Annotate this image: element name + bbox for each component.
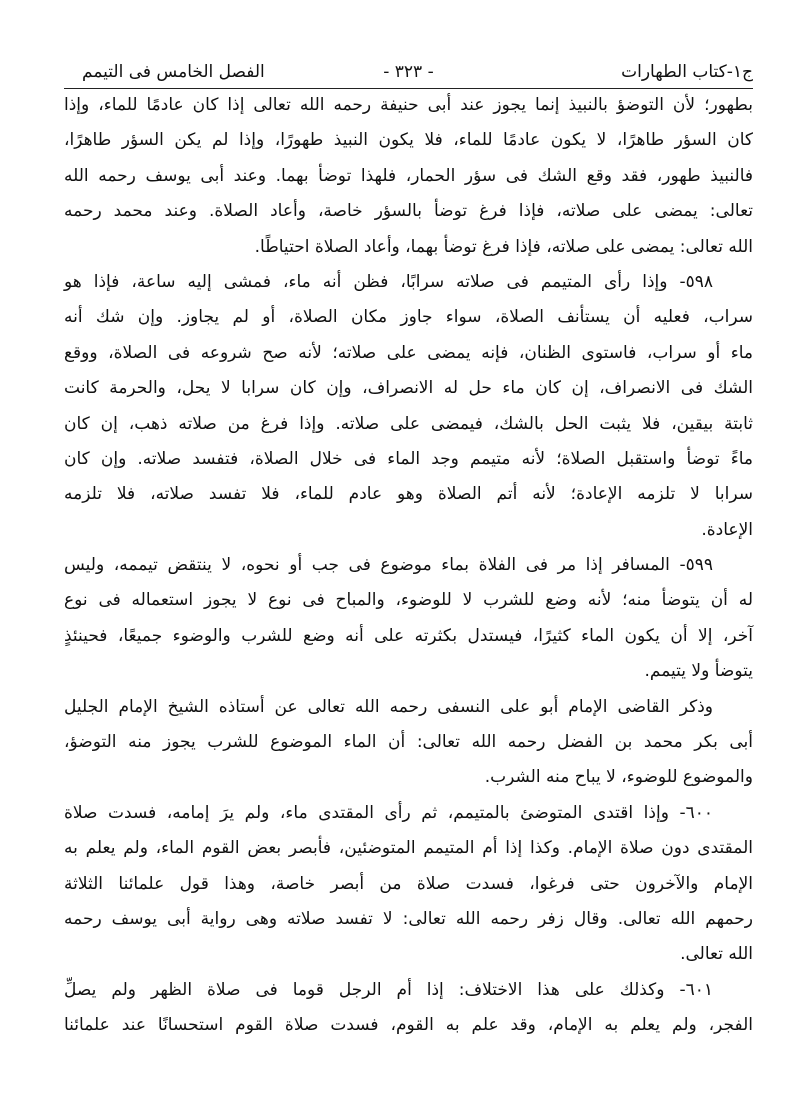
text-line: المقتدى دون صلاة الإمام. وكذا إذا أم المتيمم المتوضئين، فأبصر بعض القوم الماء، ولم يعلم به [64,838,753,859]
paragraph-start-line: وذكر القاضى الإمام أبو على النسفى رحمه الله تعالى عن أستاذه الشيخ الإمام الجليل [64,696,713,717]
paragraph-start-line: ٥٩٨- وإذا رأى المتيمم فى صلاته سرابًا، فظن أنه ماء، فمشى إليه ساعة، فإذا هو [64,271,713,292]
page-number: - ٣٢٣ - [383,62,434,82]
text-line: بطهور؛ لأن التوضؤ بالنبيذ إنما يجوز عند أبى حنيفة رحمه الله تعالى إذا كان عادمًا للماء، وإذا [64,95,753,115]
running-header [64,62,753,89]
text-line: كان السؤر طاهرًا، لا يكون عادمًا للماء، فلا يكون النبيذ طهورًا، وإذا لم يكن السؤر طاهرًا، [64,130,753,151]
text-line: سرابا لا تلزمه الإعادة؛ لأنه أتم الصلاة وهو عادم للماء، فلا تفسد صلاته، فلا تلزمه [64,484,753,505]
text-line: والموضوع للوضوء، لا يباح منه الشرب. [484,767,753,788]
text-line: يتوضأ ولا يتيمم. [644,661,753,682]
body-text [64,88,753,1044]
text-line: الفجر، ولم يعلم به الإمام، وقد علم به القوم، فسدت صلاة القوم استحسانًا عند علمائنا [64,1015,753,1036]
text-line: الإعادة. [701,519,753,540]
text-line: أبى بكر محمد بن الفضل رحمه الله تعالى: أن الماء الموضوع للشرب يجوز منه التوضؤ، [64,732,753,753]
text-line: فالنبيذ طهور، فقد وقع الشك فى سؤر الحمار، فلهذا توضأ بهما. وعند أبى يوسف رحمه الله [64,165,753,186]
text-line: سراب، فعليه أن يستأنف الصلاة، سواء جاوز مكان الصلاة، أو لم يجاوز. وإن شك أنه [64,307,753,328]
text-line: رحمهم الله تعالى. وقال زفر رحمه الله تعالى: لا تفسد صلاته وهى رواية أبى يوسف رحمه [64,908,753,929]
text-line: ماءً توضأ واستقبل الصلاة؛ لأنه متيمم وجد الماء فى خلال الصلاة، فتفسد صلاته. وإن كان [64,448,753,469]
text-line: آخر، إلا أن يكون الماء كثيرًا، فيستدل بكثرته على أنه وضع للشرب والوضوء جميعًا، فحينئذٍ [64,625,753,646]
text-line: تعالى: يمضى على صلاته، فإذا فرغ توضأ بالسؤر خاصة، وأعاد الصلاة. وعند محمد رحمه [64,201,753,222]
text-line: الإمام والآخرون حتى فرغوا، فسدت صلاة من أبصر خاصة، وهذا قول علمائنا الثلاثة [64,873,753,894]
text-line: الله تعالى: يمضى على صلاته، فإذا فرغ توضأ بهما، وأعاد الصلاة احتياطًا. [254,236,753,257]
text-line: الله تعالى. [680,944,753,965]
text-line: ماء أو سراب، فاستوى الظنان، فإنه يمضى على صلاته؛ لأنه صح شروعه فى الصلاة، ووقع [64,342,753,363]
paragraph-start-line: ٥٩٩- المسافر إذا مر فى الفلاة بماء موضوع فى جب أو نحوه، لا ينتقض تيممه، وليس [64,555,713,576]
text-line: الشك فى الانصراف، إن كان ماء حل له الانصراف، وإن كان سرابا لا يحل، والحرمة كانت [64,378,753,399]
text-line: ثابتة بيقين، فلا يثبت الحل بالشك، فيمضى على صلاته. وإذا فرغ من صلاته ذهب، إن كان [64,413,753,434]
text-line: له أن يتوضأ منه؛ لأنه وضع للشرب لا للوضوء، والمباح فى نوع لا يجوز استعماله فى نوع [64,590,753,611]
chapter-title: الفصل الخامس فى التيمم [82,62,265,82]
paragraph-start-line: ٦٠١- وكذلك على هذا الاختلاف: إذا أم الرجل قوما فى صلاة الظهر ولم يصلِّ [64,979,713,1000]
volume-book-title: ج١-كتاب الطهارات [621,62,753,82]
paragraph-start-line: ٦٠٠- وإذا اقتدى المتوضئ بالمتيمم، ثم رأى المقتدى ماء، ولم يرَ إمامه، فسدت صلاة [64,802,713,823]
